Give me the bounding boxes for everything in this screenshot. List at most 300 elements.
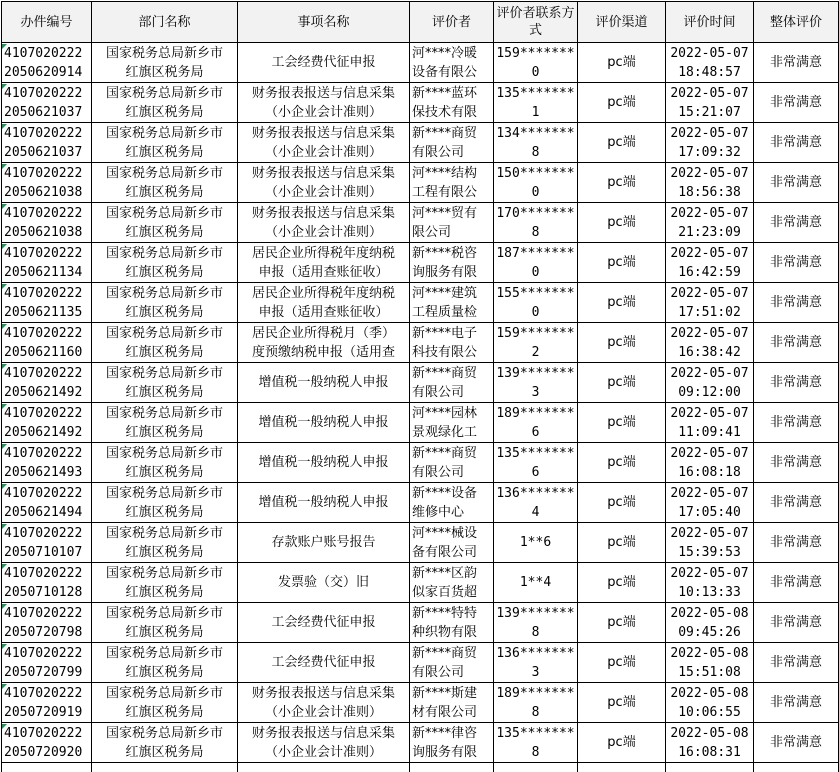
cell-id[interactable] (2, 643, 92, 683)
cell-rating-text: 非常满意 (769, 414, 822, 430)
cell-id[interactable] (2, 563, 92, 603)
cell-contact-line: 6 (531, 424, 540, 440)
cell-evaluator-line: 河****结构 (412, 165, 478, 181)
cell-evaluator[interactable] (410, 603, 494, 643)
cell-time-text (666, 84, 753, 122)
cell-rating[interactable] (754, 683, 839, 723)
cell-contact[interactable] (494, 43, 578, 83)
cell-time-line: 2022-05-07 (670, 325, 749, 341)
cell-evaluator-text (410, 484, 493, 522)
cell-time-line: 2022-05-07 (670, 85, 749, 101)
table-row[interactable] (2, 163, 839, 203)
cell-dept[interactable] (92, 203, 238, 243)
cell-id[interactable] (2, 83, 92, 123)
cell-evaluator[interactable] (410, 163, 494, 203)
cell-evaluator-text (410, 364, 493, 402)
cell-dept[interactable] (92, 723, 238, 763)
cell-dept-line: 国家税务总局新乡市 (105, 485, 223, 501)
cell-time-text (666, 204, 753, 242)
cell-dept[interactable] (92, 483, 238, 523)
header-evaluator[interactable]: 评价者 (410, 2, 494, 43)
cell-rating[interactable] (754, 203, 839, 243)
cell-time[interactable] (666, 683, 754, 723)
cell-evaluator[interactable] (410, 363, 494, 403)
cell-rating[interactable] (754, 643, 839, 683)
cell-contact[interactable] (494, 323, 578, 363)
cell-rating-text: 非常满意 (769, 294, 822, 310)
cell-item-text (238, 404, 409, 442)
cell-time[interactable] (666, 443, 754, 483)
cell-evaluator-line: 似家百货超 (412, 584, 478, 600)
cell-contact-line: 159******* (496, 325, 575, 341)
cell-id[interactable] (2, 363, 92, 403)
cell-rating[interactable] (754, 403, 839, 443)
cell-rating[interactable] (754, 443, 839, 483)
cell-dept-line: 红旗区税务局 (125, 464, 204, 480)
cell-dept-text (92, 164, 237, 202)
cell-rating-text: 非常满意 (769, 614, 822, 630)
cell-item-line: 发票验（交）旧 (277, 575, 369, 590)
cell-evaluator[interactable] (410, 203, 494, 243)
cell-item[interactable] (238, 443, 410, 483)
cell-rating[interactable] (754, 283, 839, 323)
cell-id-line: 2050720920 (4, 744, 83, 760)
cell-dept[interactable] (92, 643, 238, 683)
cell-time-text (666, 604, 753, 642)
cell-item-line: 工会经费代征申报 (271, 615, 376, 630)
cell-contact-line: 3 (531, 664, 540, 680)
cell-contact[interactable] (494, 723, 578, 763)
cell-contact[interactable] (494, 683, 578, 723)
cell-id-line: 4107020222 (4, 205, 83, 221)
cell-channel[interactable] (578, 83, 666, 123)
cell-id-line: 2050621492 (4, 424, 83, 440)
cell-contact-text (494, 684, 577, 722)
cell-contact-line: 3 (531, 384, 540, 400)
table-row[interactable] (2, 323, 839, 363)
cell-item[interactable] (238, 43, 410, 83)
cell-rating-text: 非常满意 (769, 574, 822, 590)
cell-dept-line: 红旗区税务局 (125, 104, 204, 120)
cell-evaluator[interactable] (410, 243, 494, 283)
cell-rating[interactable] (754, 563, 839, 603)
cell-item[interactable] (238, 683, 410, 723)
table-row[interactable] (2, 203, 839, 243)
cell-rating-text: 非常满意 (769, 54, 822, 70)
cell-time[interactable] (666, 283, 754, 323)
cell-contact-line: 170******* (496, 205, 575, 221)
cell-dept-text (92, 284, 237, 322)
cell-dept[interactable] (92, 563, 238, 603)
cell-contact[interactable] (494, 563, 578, 603)
cell-id-line: 2050621493 (4, 464, 83, 480)
cell-channel-text: pc端 (607, 614, 636, 630)
cell-time[interactable] (666, 323, 754, 363)
cell-channel[interactable] (578, 363, 666, 403)
header-time[interactable]: 评价时间 (666, 2, 754, 43)
table-row[interactable] (2, 523, 839, 563)
table-row[interactable] (2, 563, 839, 603)
header-item[interactable]: 事项名称 (238, 2, 410, 43)
cell-rating-text: 非常满意 (769, 734, 822, 750)
cell-id-text (2, 524, 91, 562)
cell-rating[interactable] (754, 723, 839, 763)
cell-dept-line: 国家税务总局新乡市 (105, 365, 223, 381)
cell-time-text (666, 44, 753, 82)
cell-channel[interactable] (578, 523, 666, 563)
cell-id-text (2, 284, 91, 322)
cell-evaluator[interactable] (410, 43, 494, 83)
cell-time-line: 2022-05-08 (670, 605, 749, 621)
cell-evaluator-line: 新****商贸 (412, 645, 478, 661)
table-row[interactable] (2, 443, 839, 483)
cell-contact[interactable] (494, 243, 578, 283)
cell-item-text (238, 564, 409, 602)
header-channel[interactable]: 评价渠道 (578, 2, 666, 43)
cell-evaluator[interactable] (410, 443, 494, 483)
cell-item-text (238, 284, 409, 322)
table-row[interactable] (2, 43, 839, 83)
cell-id-text (2, 124, 91, 162)
cell-id-line: 2050620914 (4, 64, 83, 80)
cell-time[interactable] (666, 123, 754, 163)
cell-contact-text (494, 564, 577, 602)
cell-evaluator[interactable] (410, 563, 494, 603)
cell-evaluator-line: 有限公司 (412, 384, 465, 400)
cell-item[interactable] (238, 283, 410, 323)
cell-rating-text: 非常满意 (769, 134, 822, 150)
cell-evaluator-text (410, 404, 493, 442)
cell-item[interactable] (238, 723, 410, 763)
cell-time-line: 16:42:59 (678, 264, 741, 280)
cell-rating[interactable] (754, 243, 839, 283)
cell-channel[interactable] (578, 323, 666, 363)
cell-id[interactable] (2, 203, 92, 243)
cell-item-text (238, 604, 409, 642)
cell-evaluator-line: 河****冷暖 (412, 45, 478, 61)
cell-channel[interactable] (578, 723, 666, 763)
cell-dept-line: 国家税务总局新乡市 (105, 405, 223, 421)
cell-time-text (666, 644, 753, 682)
cell-evaluator-text (410, 44, 493, 82)
cell-contact[interactable] (494, 83, 578, 123)
cell-rating[interactable] (754, 43, 839, 83)
header-id[interactable]: 办件编号 (2, 2, 92, 43)
cell-time-line: 2022-05-07 (670, 405, 749, 421)
cell-time[interactable] (666, 203, 754, 243)
cell-item[interactable] (238, 123, 410, 163)
cell-channel[interactable] (578, 483, 666, 523)
cell-dept[interactable] (92, 403, 238, 443)
table-row[interactable] (2, 723, 839, 763)
header-contact[interactable]: 评价者联系方式 (494, 2, 578, 43)
table-row[interactable] (2, 283, 839, 323)
cell-item[interactable] (238, 403, 410, 443)
cell-dept-line: 国家税务总局新乡市 (105, 645, 223, 661)
cell-time-line: 2022-05-07 (670, 525, 749, 541)
cell-id-text (2, 364, 91, 402)
cell-channel-text: pc端 (607, 574, 636, 590)
cell-dept-text (92, 84, 237, 122)
cell-evaluator-line: 新****设备 (412, 485, 478, 501)
cell-rating[interactable] (754, 163, 839, 203)
cell-contact-line: 0 (531, 64, 540, 80)
cell-dept[interactable] (92, 363, 238, 403)
cell-time-line: 16:08:31 (678, 744, 741, 760)
cell-id-text (2, 644, 91, 682)
cell-evaluator[interactable] (410, 283, 494, 323)
cell-item[interactable] (238, 563, 410, 603)
cell-contact-line: 8 (531, 624, 540, 640)
cell-channel[interactable] (578, 43, 666, 83)
cell-id[interactable] (2, 603, 92, 643)
cell-rating[interactable] (754, 123, 839, 163)
table-row[interactable] (2, 403, 839, 443)
cell-dept-line: 国家税务总局新乡市 (105, 565, 223, 581)
cell-contact[interactable] (494, 643, 578, 683)
cell-dept[interactable] (92, 283, 238, 323)
cell-evaluator-line: 河****建筑 (412, 285, 478, 301)
cell-evaluator-line: 新****律咨 (412, 725, 478, 741)
cell-dept-text (92, 524, 237, 562)
cell-time-line: 21:23:09 (678, 224, 741, 240)
cell-time[interactable] (666, 643, 754, 683)
header-rating[interactable]: 整体评价 (754, 2, 839, 43)
cell-time-text (666, 444, 753, 482)
cell-id[interactable] (2, 443, 92, 483)
cell-time[interactable] (666, 483, 754, 523)
cell-id-line: 4107020222 (4, 685, 83, 701)
cell-channel[interactable] (578, 563, 666, 603)
cell-dept[interactable] (92, 443, 238, 483)
cell-contact-line: 1**6 (519, 534, 552, 550)
cell-evaluator[interactable] (410, 523, 494, 563)
cell-rating[interactable] (754, 83, 839, 123)
header-dept[interactable]: 部门名称 (92, 2, 238, 43)
cell-contact-text (494, 164, 577, 202)
cell-rating-text: 非常满意 (769, 94, 822, 110)
cell-contact-line: 135******* (496, 445, 575, 461)
cell-item[interactable] (238, 603, 410, 643)
cell-empty (92, 763, 238, 772)
cell-dept[interactable] (92, 243, 238, 283)
cell-contact-line: 1**4 (519, 574, 552, 590)
cell-time-text (666, 324, 753, 362)
cell-empty (2, 763, 92, 772)
cell-item[interactable] (238, 323, 410, 363)
cell-dept-line: 红旗区税务局 (125, 224, 204, 240)
cell-evaluator[interactable] (410, 643, 494, 683)
cell-item-line: 工会经费代征申报 (271, 655, 376, 670)
cell-evaluator[interactable] (410, 323, 494, 363)
cell-rating-text: 非常满意 (769, 494, 822, 510)
cell-time[interactable] (666, 723, 754, 763)
cell-rating[interactable] (754, 523, 839, 563)
cell-item[interactable] (238, 203, 410, 243)
cell-id-text (2, 164, 91, 202)
cell-contact[interactable] (494, 443, 578, 483)
cell-time-line: 17:05:40 (678, 504, 741, 520)
cell-channel[interactable] (578, 283, 666, 323)
cell-item[interactable] (238, 483, 410, 523)
cell-time-text (666, 244, 753, 282)
cell-channel[interactable] (578, 443, 666, 483)
cell-item-line: 度预缴纳税申报（适用查 (251, 344, 395, 360)
cell-channel-text: pc端 (607, 254, 636, 270)
cell-contact[interactable] (494, 603, 578, 643)
cell-evaluator-line: 询服务有限 (412, 264, 478, 280)
cell-id[interactable] (2, 683, 92, 723)
cell-contact[interactable] (494, 203, 578, 243)
cell-item[interactable] (238, 523, 410, 563)
cell-channel[interactable] (578, 203, 666, 243)
cell-contact[interactable] (494, 163, 578, 203)
cell-contact[interactable] (494, 283, 578, 323)
cell-dept[interactable] (92, 163, 238, 203)
cell-channel[interactable] (578, 243, 666, 283)
cell-rating[interactable] (754, 603, 839, 643)
cell-contact-text (494, 604, 577, 642)
cell-evaluator-line: 有限公司 (412, 464, 465, 480)
cell-id[interactable] (2, 723, 92, 763)
cell-id[interactable] (2, 323, 92, 363)
cell-contact-line: 8 (531, 144, 540, 160)
cell-channel[interactable] (578, 403, 666, 443)
cell-evaluator[interactable] (410, 403, 494, 443)
cell-channel-text: pc端 (607, 94, 636, 110)
cell-item[interactable] (238, 83, 410, 123)
cell-evaluator[interactable] (410, 683, 494, 723)
cell-contact[interactable] (494, 523, 578, 563)
cell-item-line: 增值税一般纳税人申报 (258, 495, 389, 510)
cell-time[interactable] (666, 163, 754, 203)
cell-id-text (2, 244, 91, 282)
cell-id[interactable] (2, 283, 92, 323)
cell-item[interactable] (238, 363, 410, 403)
cell-channel-text: pc端 (607, 414, 636, 430)
cell-contact-line: 187******* (496, 245, 575, 261)
cell-contact-line: 139******* (496, 605, 575, 621)
cell-dept[interactable] (92, 323, 238, 363)
cell-time[interactable] (666, 523, 754, 563)
cell-channel[interactable] (578, 603, 666, 643)
cell-item-text (238, 244, 409, 282)
cell-time-text (666, 364, 753, 402)
table-row[interactable] (2, 123, 839, 163)
cell-id[interactable] (2, 243, 92, 283)
cell-dept-text (92, 324, 237, 362)
cell-rating[interactable] (754, 483, 839, 523)
cell-dept-text (92, 724, 237, 762)
cell-time[interactable] (666, 403, 754, 443)
cell-id[interactable] (2, 43, 92, 83)
cell-time[interactable] (666, 603, 754, 643)
cell-contact-text (494, 44, 577, 82)
table-row[interactable] (2, 83, 839, 123)
cell-evaluator-line: 保技术有限 (412, 104, 478, 120)
cell-id-line: 4107020222 (4, 645, 83, 661)
cell-id[interactable] (2, 483, 92, 523)
cell-id[interactable] (2, 163, 92, 203)
cell-dept-line: 红旗区税务局 (125, 304, 204, 320)
cell-time[interactable] (666, 83, 754, 123)
cell-evaluator-line: 新****蓝环 (412, 85, 478, 101)
cell-item[interactable] (238, 163, 410, 203)
cell-dept-text (92, 604, 237, 642)
cell-time-line: 2022-05-08 (670, 725, 749, 741)
cell-evaluator-line: 新****商贸 (412, 445, 478, 461)
cell-evaluator-text (410, 124, 493, 162)
cell-dept[interactable] (92, 603, 238, 643)
table-row[interactable] (2, 243, 839, 283)
cell-rating-text: 非常满意 (769, 534, 822, 550)
cell-contact[interactable] (494, 483, 578, 523)
cell-evaluator[interactable] (410, 83, 494, 123)
cell-evaluator[interactable] (410, 123, 494, 163)
cell-channel[interactable] (578, 643, 666, 683)
cell-time[interactable] (666, 363, 754, 403)
cell-dept-line: 红旗区税务局 (125, 344, 204, 360)
table-row[interactable] (2, 643, 839, 683)
cell-time-line: 2022-05-07 (670, 45, 749, 61)
table-row[interactable] (2, 603, 839, 643)
header-row (2, 2, 839, 43)
cell-evaluator[interactable] (410, 483, 494, 523)
cell-time-line: 2022-05-07 (670, 165, 749, 181)
cell-dept[interactable] (92, 683, 238, 723)
cell-item-text (238, 724, 409, 762)
cell-channel-text: pc端 (607, 734, 636, 750)
table-row[interactable] (2, 483, 839, 523)
cell-time-text (666, 684, 753, 722)
cell-time[interactable] (666, 243, 754, 283)
cell-item-text (238, 364, 409, 402)
cell-id[interactable] (2, 403, 92, 443)
cell-rating[interactable] (754, 323, 839, 363)
cell-id-line: 4107020222 (4, 605, 83, 621)
cell-id-text (2, 604, 91, 642)
cell-channel[interactable] (578, 683, 666, 723)
table-row[interactable] (2, 683, 839, 723)
cell-rating[interactable] (754, 363, 839, 403)
cell-id[interactable] (2, 523, 92, 563)
cell-item-line: （小企业会计准则） (264, 144, 382, 160)
cell-contact[interactable] (494, 123, 578, 163)
cell-contact[interactable] (494, 403, 578, 443)
cell-evaluator[interactable] (410, 723, 494, 763)
cell-channel[interactable] (578, 123, 666, 163)
cell-item[interactable] (238, 643, 410, 683)
cell-dept-line: 红旗区税务局 (125, 744, 204, 760)
cell-evaluator-line: 有限公司 (412, 664, 465, 680)
table-row[interactable] (2, 363, 839, 403)
cell-channel-text: pc端 (607, 374, 636, 390)
cell-dept[interactable] (92, 83, 238, 123)
cell-time[interactable] (666, 43, 754, 83)
cell-id-line: 2050621038 (4, 224, 83, 240)
cell-dept-line: 红旗区税务局 (125, 584, 204, 600)
cell-dept[interactable] (92, 123, 238, 163)
cell-id[interactable] (2, 123, 92, 163)
cell-channel[interactable] (578, 163, 666, 203)
cell-dept[interactable] (92, 523, 238, 563)
cell-id-line: 4107020222 (4, 325, 83, 341)
cell-dept-line: 红旗区税务局 (125, 64, 204, 80)
cell-contact[interactable] (494, 363, 578, 403)
cell-time[interactable] (666, 563, 754, 603)
cell-dept[interactable] (92, 43, 238, 83)
cell-item[interactable] (238, 243, 410, 283)
